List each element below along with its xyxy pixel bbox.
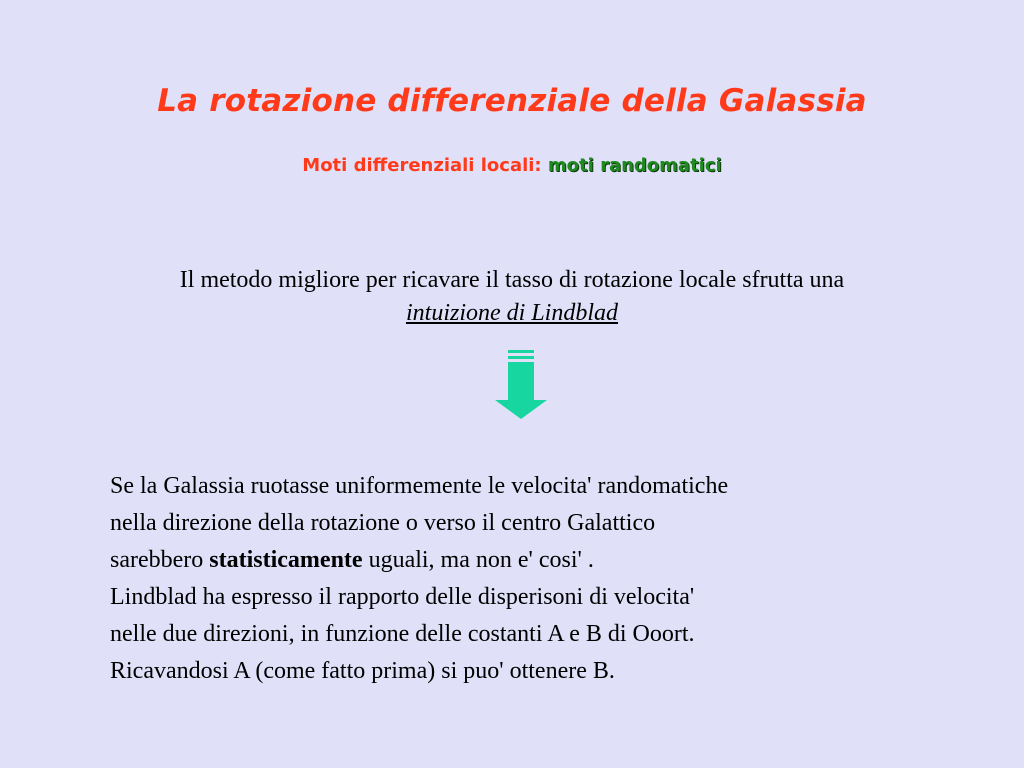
- body-text: uguali, ma non e' cosi' .: [362, 547, 594, 573]
- body-line: Se la Galassia ruotasse uniformemente le velocita' randomatiche: [110, 473, 729, 499]
- subtitle-highlight: moti randomatici: [547, 155, 722, 176]
- body-line: nelle due direzioni, in funzione delle costanti A e B di Ooort.: [110, 621, 695, 647]
- intro-text: Il metodo migliore per ricavare il tasso di rotazione locale sfrutta una: [179, 267, 845, 293]
- body-line: [110, 542, 990, 579]
- body-line: Lindblad ha espresso il rapporto delle disperisoni di velocita': [110, 584, 695, 610]
- body-paragraph: [110, 468, 990, 690]
- slide-subtitle: [0, 155, 1024, 176]
- intro-paragraph: [40, 264, 984, 330]
- body-text: sarebbero: [110, 547, 210, 573]
- body-line: Ricavandosi A (come fatto prima) si puo' ottenere B.: [110, 658, 615, 684]
- body-line: nella direzione della rotazione o verso il centro Galattico: [110, 510, 656, 536]
- intro-lindblad-link: intuizione di Lindblad: [405, 300, 618, 326]
- slide-title: La rotazione differenziale della Galassia: [157, 83, 867, 119]
- down-arrow-icon: [495, 348, 547, 420]
- body-bold-text: statisticamente: [209, 547, 363, 573]
- subtitle-prefix: Moti differenziali locali:: [302, 155, 542, 176]
